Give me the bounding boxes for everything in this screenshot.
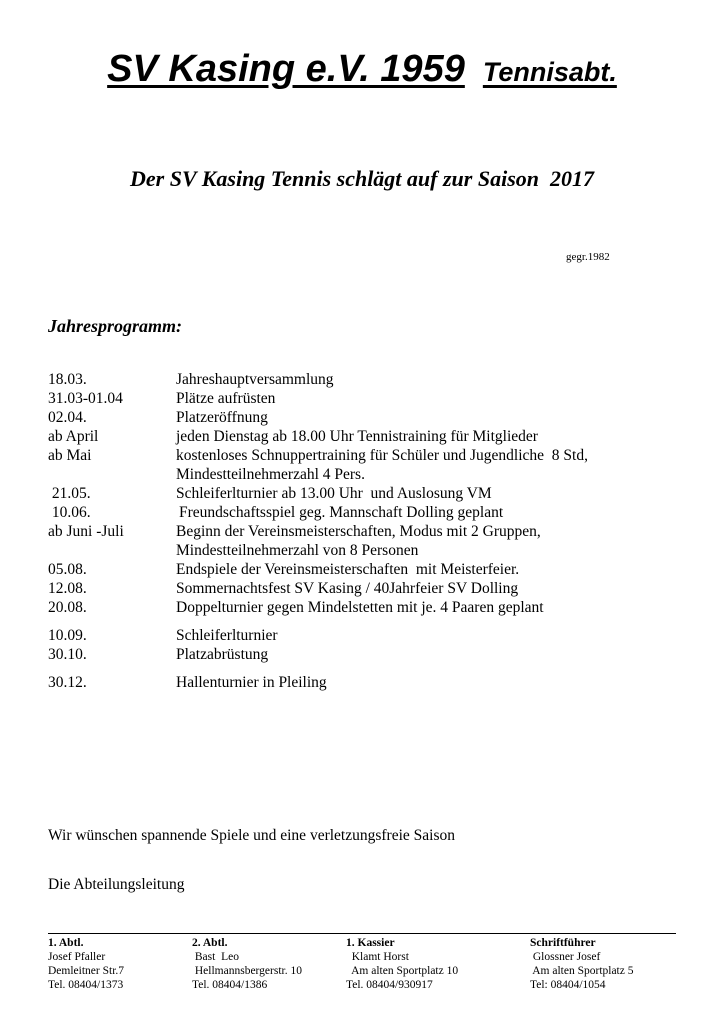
contact-street: Hellmannsbergerstr. 10: [192, 965, 302, 977]
program-entry: [48, 484, 688, 503]
entry-date: 02.04.: [48, 409, 87, 426]
club-title: [107, 48, 617, 90]
contact-phone: Tel. 08404/930917: [346, 979, 433, 991]
entry-event: Schleiferlturnier ab 13.00 Uhr und Auslosung VM: [176, 485, 492, 502]
program-entry: [48, 503, 688, 522]
footer-divider: [48, 933, 676, 934]
contact-street: Am alten Sportplatz 10: [346, 965, 459, 977]
entry-event: Platzabrüstung: [176, 646, 269, 663]
entry-date: 10.09.: [48, 627, 87, 644]
contact-role: 1. Abtl.: [48, 937, 84, 949]
entry-date: 10.06.: [48, 504, 91, 521]
document-header: [0, 48, 724, 91]
entry-date: 30.12.: [48, 674, 87, 691]
entry-date: 21.05.: [48, 485, 91, 502]
contact-name: Josef Pfaller: [48, 951, 106, 963]
entry-date: ab Juni -Juli: [48, 523, 124, 540]
entry-date: ab April: [48, 428, 99, 445]
entry-event: Hallenturnier in Pleiling: [176, 674, 327, 691]
entry-date: ab Mai: [48, 447, 92, 464]
founded-note: gegr.1982: [566, 251, 610, 263]
entry-date: 20.08.: [48, 599, 87, 616]
program-entry: [48, 645, 688, 664]
contact-street: Demleitner Str.7: [48, 965, 125, 977]
footer-contact-1: [48, 936, 124, 992]
entry-date: 18.03.: [48, 371, 87, 388]
entry-event: Jahreshauptversammlung: [176, 371, 334, 388]
contact-name: Glossner Josef: [530, 951, 601, 963]
contact-phone: Tel: 08404/1054: [530, 979, 606, 991]
contact-name: Klamt Horst: [346, 951, 409, 963]
footer-contact-4: [530, 936, 633, 992]
entry-event: Freundschaftsspiel geg. Mannschaft Dolling geplant: [179, 504, 504, 521]
entry-date: 30.10.: [48, 646, 87, 663]
footer-contact-2: [192, 936, 302, 992]
program-entry: [48, 408, 688, 427]
program-entry: [48, 370, 688, 389]
contact-role: 1. Kassier: [346, 937, 395, 949]
program-entry: [48, 446, 688, 484]
closing-wishes: Wir wünschen spannende Spiele und eine verletzungsfreie Saison: [48, 827, 455, 844]
contact-phone: Tel. 08404/1373: [48, 979, 124, 991]
department-name: Tennisabt.: [482, 57, 617, 87]
closing-signoff: Die Abteilungsleitung: [48, 876, 185, 893]
footer-contact-3: [346, 936, 458, 992]
entry-date: 12.08.: [48, 580, 87, 597]
entry-date: 05.08.: [48, 561, 87, 578]
entry-event-continued: Mindestteilnehmerzahl von 8 Personen: [176, 542, 419, 559]
season-subtitle: Der SV Kasing Tennis schlägt auf zur Saison 2017: [130, 166, 594, 191]
program-entry: [48, 579, 688, 598]
entry-event: Platzeröffnung: [176, 409, 268, 426]
entry-event: jeden Dienstag ab 18.00 Uhr Tennistraining für Mitglieder: [176, 428, 538, 445]
entry-event: Doppelturnier gegen Mindelstetten mit je. 4 Paaren geplant: [176, 599, 544, 616]
program-entry: [48, 560, 688, 579]
program-entry: [48, 598, 688, 617]
contact-role: Schriftführer: [530, 937, 596, 949]
contact-street: Am alten Sportplatz 5: [530, 965, 634, 977]
program-entry: [48, 389, 688, 408]
program-entry: [48, 626, 688, 645]
entry-event: kostenloses Schnuppertraining für Schüler und Jugendliche 8 Std,: [176, 447, 588, 464]
contact-role: 2. Abtl.: [192, 937, 228, 949]
entry-date: 31.03-01.04: [48, 390, 123, 407]
program-entry: [48, 673, 688, 692]
program-heading: Jahresprogramm:: [48, 316, 183, 336]
program-list: [48, 370, 688, 692]
contact-name: Bast Leo: [192, 951, 239, 963]
entry-event-continued: Mindestteilnehmerzahl 4 Pers.: [176, 466, 365, 483]
club-name: SV Kasing e.V. 1959: [107, 48, 465, 90]
program-entry: [48, 522, 688, 560]
program-entry: [48, 427, 688, 446]
contact-phone: Tel. 08404/1386: [192, 979, 268, 991]
entry-event: Plätze aufrüsten: [176, 390, 276, 407]
entry-event: Beginn der Vereinsmeisterschaften, Modus mit 2 Gruppen,: [176, 523, 541, 540]
entry-event: Schleiferlturnier: [176, 627, 278, 644]
entry-event: Sommernachtsfest SV Kasing / 40Jahrfeier SV Dolling: [176, 580, 519, 597]
entry-event: Endspiele der Vereinsmeisterschaften mit Meisterfeier.: [176, 561, 520, 578]
